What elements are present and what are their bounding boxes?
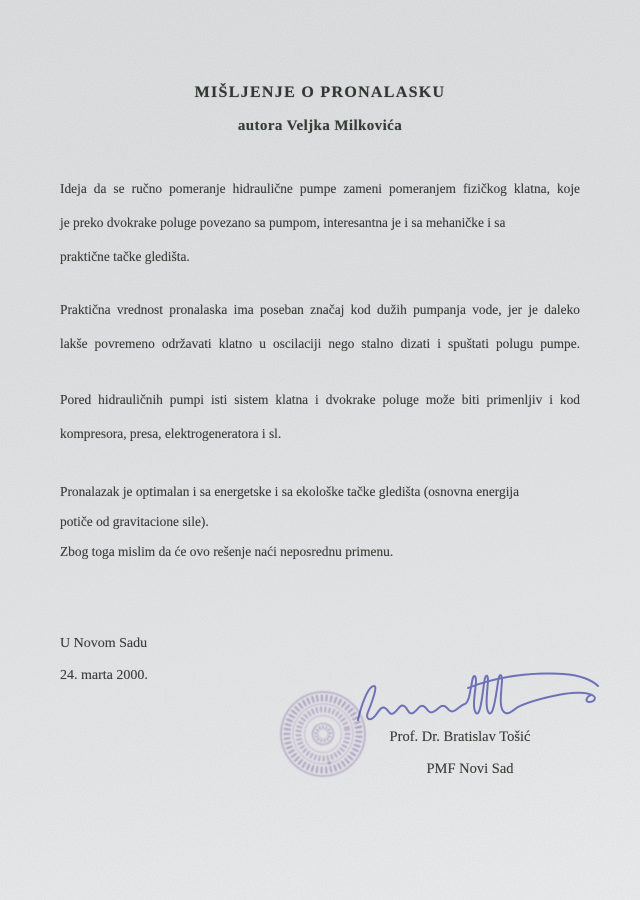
document-title: MIŠLJENJE O PRONALASKU <box>194 84 446 101</box>
body-line: Zbog toga mislim da će ovo rešenje naći neposrednu primenu. <box>60 544 394 559</box>
body-line: Ideja da se ručno pomeranje hidraulične pumpe zameni pomeranjem fizičkog klatna, koje <box>60 181 580 196</box>
signer-name: Prof. Dr. Bratislav Tošić <box>389 729 531 745</box>
paragraph-1 <box>60 172 580 274</box>
signer-affiliation: PMF Novi Sad <box>426 761 514 777</box>
body-line: Praktična vrednost pronalaska ima poseban značaj kod dužih pumpanja vode, jer je daleko <box>60 302 580 317</box>
body-line: lakše povremeno održavati klatno u oscilaciji nego stalno dizati i spuštati polugu pumpe. <box>60 336 580 351</box>
body-line: Pored hidrauličnih pumpi isti sistem klatna i dvokrake poluge može biti primenljiv i kod <box>60 392 580 407</box>
paragraph-5 <box>60 537 580 567</box>
paragraph-2 <box>60 293 580 361</box>
body-line: praktične tačke gledišta. <box>60 249 190 264</box>
body-line: je preko dvokrake poluge povezano sa pumpom, interesantna je i sa mehaničke i sa <box>60 215 506 230</box>
signature-scribble <box>348 664 604 734</box>
document-subtitle: autora Veljka Milkovića <box>237 118 403 134</box>
date-line: 24. marta 2000. <box>60 668 148 683</box>
body-line: kompresora, presa, elektrogeneratora i sl. <box>60 426 282 441</box>
body-line: Pronalazak je optimalan i sa energetske i sa ekološke tačke gledišta (osnovna energija <box>60 484 520 499</box>
body-line: potiče od gravitacione sile). <box>60 514 209 529</box>
place-line: U Novom Sadu <box>60 636 148 651</box>
paragraph-4 <box>60 477 580 537</box>
paragraph-3 <box>60 383 580 451</box>
